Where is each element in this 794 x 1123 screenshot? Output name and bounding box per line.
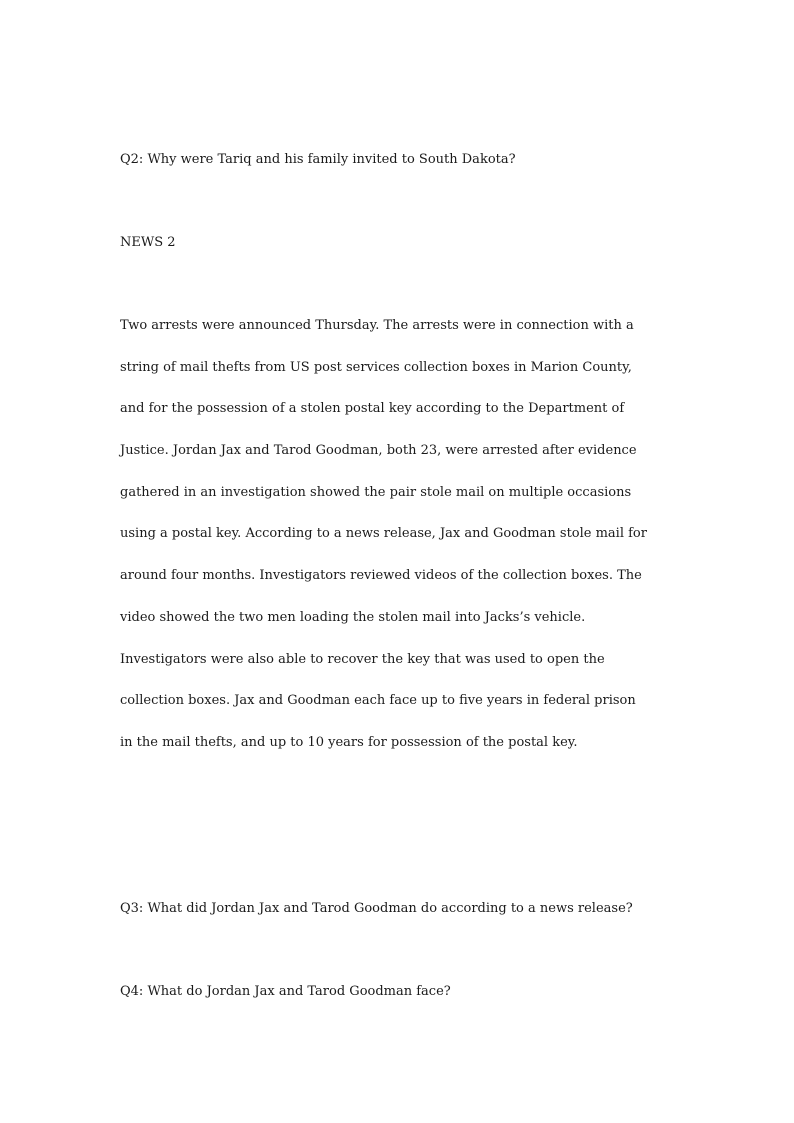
paragraph-line: video showed the two men loading the stolen mail into Jacks’s vehicle.	[120, 609, 586, 625]
news-paragraph	[120, 318, 647, 777]
paragraph-line: Justice. Jordan Jax and Tarod Goodman, both 23, were arrested after evidence	[120, 443, 637, 459]
paragraph-line: in the mail thefts, and up to 10 years for possession of the postal key.	[120, 734, 578, 750]
question-4: Q4: What do Jordan Jax and Tarod Goodman face?	[120, 984, 451, 999]
paragraph-line: Investigators were also able to recover the key that was used to open the	[120, 651, 605, 667]
paragraph-line: using a postal key. According to a news release, Jax and Goodman stole mail for	[120, 526, 647, 542]
question-3: Q3: What did Jordan Jax and Tarod Goodman do according to a news release?	[120, 901, 633, 916]
paragraph-line: Two arrests were announced Thursday. The arrests were in connection with a	[120, 318, 634, 333]
paragraph-line: around four months. Investigators reviewed videos of the collection boxes. The	[120, 568, 642, 584]
paragraph-line: and for the possession of a stolen postal key according to the Department of	[120, 401, 625, 417]
paragraph-line: collection boxes. Jax and Goodman each face up to five years in federal prison	[120, 693, 636, 709]
question-2: Q2: Why were Tariq and his family invited to South Dakota?	[120, 152, 516, 167]
paragraph-line: gathered in an investigation showed the pair stole mail on multiple occasions	[120, 484, 632, 500]
paragraph-line: string of mail thefts from US post services collection boxes in Marion County,	[120, 359, 632, 375]
section-heading: NEWS 2	[120, 235, 176, 250]
